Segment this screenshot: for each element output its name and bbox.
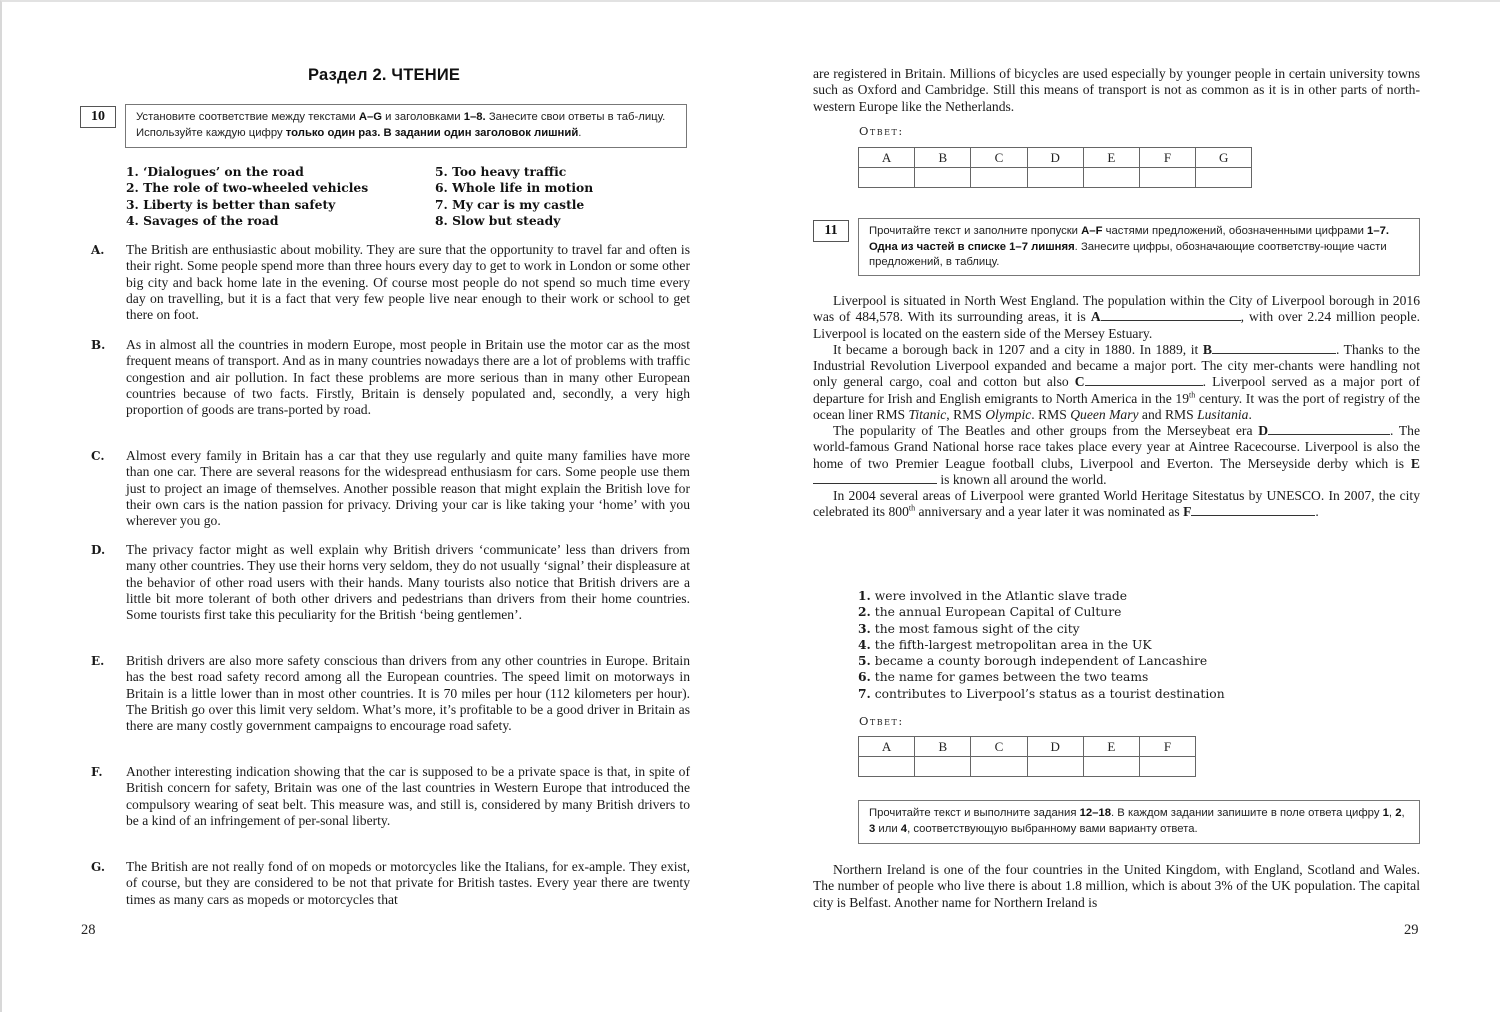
instruction-bold: 4	[900, 822, 908, 835]
answer-cell-d[interactable]	[1027, 757, 1083, 777]
liverpool-text	[813, 293, 1420, 521]
text-segment: anniversary and a year later it was nominated as	[915, 504, 1184, 520]
paragraph	[813, 488, 1420, 521]
gap-label-c: C	[1074, 374, 1085, 390]
text-body: The privacy factor might as well explain why British drivers ‘communicate’ less than drivers from many other countries. They use their horns very seldom, they do not usually ‘signal’ their displeasure at the behavior of other road users with their hands. Many tourists also notice that British drivers are a little bit more tolerant of both other drivers and pedestrians than drivers from their home countries. Some tourists first take this peculiarity for the British ‘being gentlemen’.	[126, 542, 690, 622]
instruction-text: . В каждом задании запишите в поле ответа цифру	[1111, 807, 1383, 819]
option-number: 6.	[858, 669, 871, 685]
instruction-text: частями предложений, обозначенными цифрами	[1102, 225, 1368, 237]
gap-blank-a[interactable]	[1101, 309, 1241, 321]
answer-table-input-row	[859, 757, 1196, 777]
option-item	[858, 686, 1225, 702]
gap-label-e: E	[1410, 455, 1420, 471]
northern-ireland-text	[813, 862, 1420, 911]
option-text: were involved in the Atlantic slave trade	[874, 589, 1128, 603]
option-text: became a county borough independent of Lancashire	[874, 654, 1208, 668]
option-item	[858, 669, 1225, 685]
answer-cell-e[interactable]	[1083, 757, 1139, 777]
instruction-text: и заголовками	[382, 111, 464, 123]
superscript: th	[1189, 389, 1196, 399]
ship-name: Lusitania	[1197, 406, 1249, 422]
task-number-11: 11	[813, 220, 849, 242]
answer-cell-a[interactable]	[859, 168, 915, 188]
sentence-parts-list	[858, 588, 1225, 702]
text-segment: century. It was the port of registry of the ocean liner RMS	[813, 390, 1420, 422]
option-item	[858, 637, 1225, 653]
answer-table-header-row	[859, 737, 1196, 757]
gap-label-d: D	[1258, 423, 1269, 438]
answer-cell-a[interactable]	[859, 757, 915, 777]
task-number-10: 10	[80, 106, 116, 128]
answer-table-input-row	[859, 168, 1252, 188]
instruction-text: Установите соответствие между текстами	[136, 111, 359, 123]
text-letter: F.	[91, 765, 103, 779]
text-segment: is known all around the world.	[937, 471, 1107, 487]
instruction-bold: 1–8.	[463, 111, 486, 123]
answer-label-1: Ответ:	[859, 124, 904, 138]
answer-cell-f[interactable]	[1139, 757, 1195, 777]
instruction-text: Занесите свои ответы в таб-лицу. Используйте каждую цифру	[136, 111, 666, 139]
text-segment: . The world-famous Grand National horse race takes place every year at Aintree Racecourse. Liverpool is also the home of two Premier League football clubs, Liverpool and Everton. The Merseyside derby which is	[813, 423, 1420, 471]
heading-item: 2. The role of two-wheeled vehicles	[126, 180, 369, 196]
instruction-text: Прочитайте текст и заполните пропуски	[869, 225, 1082, 237]
text-segment: .	[1248, 406, 1252, 422]
gap-blank-b[interactable]	[1212, 342, 1336, 354]
paragraph	[813, 293, 1420, 342]
page-number-right: 29	[1404, 922, 1419, 938]
text-segment: .	[1315, 504, 1319, 520]
paragraph: Northern Ireland is one of the four countries in the United Kingdom, with England, Scotland and Wales. The number of people who live there is about 1.8 million, which is about 3% of the UK population. The capital city is Belfast. Another name for Northern Ireland is	[813, 862, 1420, 910]
heading-item: 5. Too heavy traffic	[435, 164, 567, 179]
text-segment: The popularity of The Beatles and other groups from the Merseybeat era	[833, 423, 1259, 438]
heading-item: 1. ‘Dialogues’ on the road	[126, 164, 304, 179]
option-number: 3.	[858, 620, 871, 636]
instruction-text: ,	[1388, 807, 1396, 819]
answer-header: D	[1027, 148, 1083, 168]
ship-name: Olympic	[985, 406, 1032, 422]
answer-cell-b[interactable]	[915, 757, 971, 777]
option-item	[858, 653, 1225, 669]
gap-blank-f[interactable]	[1191, 504, 1315, 516]
answer-header: E	[1083, 148, 1139, 168]
ship-name: Titanic	[908, 406, 947, 422]
text-body: The British are not really fond of on mopeds or motorcycles like the Italians, for ex-ample. They exist, of course, but they are considered to be not that private for British tastes. Every year there are twenty times as many cars as mopeds or motorcycles that	[126, 859, 690, 907]
option-text: the most famous sight of the city	[874, 621, 1080, 636]
heading-item: 7. My car is my castle	[435, 196, 585, 212]
page-number-left: 28	[81, 922, 96, 938]
answer-cell-c[interactable]	[971, 168, 1027, 188]
text-letter: E.	[91, 654, 105, 668]
instruction-bold: 3	[869, 822, 876, 835]
continuation-body: are registered in Britain. Millions of bicycles are used especially by younger people in certain university towns such as Oxford and Cambridge. Still this means of transport is not as common as it is in other parts of north-western Europe like the Netherlands.	[813, 66, 1420, 114]
text-segment: , RMS	[946, 406, 986, 422]
gap-blank-e[interactable]	[813, 472, 937, 484]
option-number: 5.	[858, 653, 871, 668]
answer-header: A	[859, 148, 915, 168]
answer-cell-e[interactable]	[1083, 168, 1139, 188]
instruction-text: , соответствующую выбранному вами варианту ответа.	[907, 822, 1198, 835]
answer-table-11	[858, 736, 1196, 777]
gap-label-f: F	[1183, 504, 1192, 520]
answer-cell-f[interactable]	[1139, 168, 1195, 188]
text-body: As in almost all the countries in modern Europe, most people in Britain use the motor car as the most frequent means of transport. And as in many countries nowadays there are a lot of problems with traffic congestion and air pollution. In fact these problems are more serious than in many other European countries because of two facts. Firstly, Britain is densely populated and, secondly, a very high proportion of goods are trans-ported by road.	[126, 337, 690, 417]
instruction-bold: 1–7. Одна из частей в списке 1–7 лишняя	[869, 225, 1390, 253]
instruction-text: .	[578, 126, 582, 139]
text-c	[88, 448, 690, 529]
text-a	[88, 242, 690, 323]
text-segment: . Thanks to the Industrial Revolution Liverpool expanded and became a major port. The city mer-chants were handling not only general cargo, coal and cotton but also	[813, 341, 1421, 390]
option-number: 2.	[858, 604, 871, 620]
text-g	[88, 859, 690, 908]
text-b	[88, 337, 690, 418]
paragraph	[813, 423, 1420, 488]
answer-table-header-row	[859, 148, 1252, 168]
answer-cell-d[interactable]	[1027, 168, 1083, 188]
answer-header: D	[1027, 737, 1083, 757]
paragraph	[813, 342, 1420, 423]
answer-label-2: Ответ:	[859, 714, 904, 728]
option-number: 1.	[858, 588, 871, 603]
gap-blank-c[interactable]	[1085, 374, 1203, 386]
instruction-bold: только один раз. В задании один заголовок лишний	[285, 126, 579, 139]
text-f	[88, 764, 690, 829]
option-text: the annual European Capital of Culture	[874, 605, 1122, 620]
answer-table-10	[858, 147, 1252, 188]
text-segment: Liverpool is situated in North West England. The population within the City of Liverpool borough in 2016 was of 484,578. With its surrounding areas, it is	[813, 293, 1420, 325]
ship-name: Queen Mary	[1070, 406, 1139, 422]
text-body: Almost every family in Britain has a car that they use regularly and quite many families have more than one car. There are several reasons for the widespread enthusiasm for cars. Some people use them just to project an image of themselves. Another possible reason that might explain the British love for their own cars is the nation passion for privacy. Driving your car is like taking your ‘home’ with you wherever you go.	[126, 448, 690, 528]
answer-cell-b[interactable]	[915, 168, 971, 188]
instruction-bold: A–G	[358, 111, 383, 123]
gap-label-a: A	[1090, 309, 1101, 325]
gap-label-b: B	[1202, 341, 1212, 357]
text-body: Another interesting indication showing that the car is supposed to be a private space is that, in spite of British concern for safety, Britain was one of the last countries in Western Europe that introduced the compulsory wearing of seat belt. This measure was, and still is, considered by many British drivers to be a kind of an infringement of per-sonal liberty.	[126, 764, 690, 828]
text-letter: G.	[91, 860, 105, 874]
instruction-bold: A–F	[1081, 225, 1103, 237]
option-text: the name for games between the two teams	[874, 670, 1149, 685]
instruction-text: . Занесите цифры, обозначающие соответству-ющие части предложений, в таблицу.	[869, 240, 1387, 268]
option-item	[858, 621, 1225, 637]
heading-item: 4. Savages of the road	[126, 212, 279, 228]
instruction-text: или	[875, 822, 901, 835]
answer-header: E	[1083, 737, 1139, 757]
text-segment: , with over 2.24 million people. Liverpool is located on the eastern side of the Mersey Estuary.	[813, 309, 1420, 341]
option-item	[858, 604, 1225, 620]
text-letter: A.	[91, 243, 105, 257]
superscript: th	[908, 503, 916, 513]
text-letter: D.	[91, 543, 106, 557]
instruction-bold: 2	[1395, 807, 1402, 819]
answer-header: B	[915, 737, 971, 757]
heading-item: 3. Liberty is better than safety	[126, 196, 336, 212]
text-body: British drivers are also more safety conscious than drivers from any other countries in Europe. Britain has the best road safety record among all the European countries. The speed limit on motorways in Britain is a little lower than in most other countries. It is 70 miles per hour (112 kilometers per hour). The British go over this limit very seldom. What’s more, it’s profitable to be a good driver in Britain as there are many costly government campaigns to encourage road safety.	[126, 653, 690, 733]
text-segment: . Liverpool served as a major port of departure for Irish and English emigrants to North America in the 19	[813, 374, 1420, 406]
text-letter: C.	[91, 449, 105, 463]
answer-cell-g[interactable]	[1196, 168, 1252, 188]
text-segment: and RMS	[1138, 406, 1198, 422]
option-text: contributes to Liverpool’s status as a tourist destination	[874, 686, 1225, 701]
answer-header: C	[971, 148, 1027, 168]
heading-item: 6. Whole life in motion	[435, 180, 594, 196]
text-segment: It became a borough back in 1207 and a city in 1880. In 1889, it	[833, 341, 1203, 357]
answer-header: A	[859, 737, 915, 757]
text-segment: . RMS	[1031, 406, 1071, 422]
option-number: 4.	[858, 636, 871, 652]
task-10-instruction	[125, 104, 687, 148]
text-body: The British are enthusiastic about mobility. They are sure that the opportunity to travel far and often is their right. Some people spend more than three hours every day to get to work in London or some other big city and back home late in the evening. Of course most people do not spend so much time every day on travelling, but it is a fact that very few people live near enough to their work or school to get there on foot.	[126, 242, 690, 322]
answer-header: F	[1139, 737, 1195, 757]
text-letter: B.	[91, 338, 106, 352]
heading-item: 8. Slow but steady	[435, 212, 561, 228]
task-11-instruction	[858, 218, 1420, 276]
instruction-bold: 1	[1382, 807, 1389, 819]
option-text: the fifth-largest metropolitan area in the UK	[874, 637, 1152, 652]
gap-blank-d[interactable]	[1268, 423, 1390, 435]
instruction-bold: 12–18	[1079, 807, 1111, 819]
option-number: 7.	[858, 685, 871, 701]
option-item	[858, 588, 1225, 604]
instruction-text: ,	[1401, 807, 1405, 819]
continuation-text	[813, 66, 1420, 115]
text-e	[88, 653, 690, 734]
answer-header: B	[915, 148, 971, 168]
answer-header: G	[1196, 148, 1252, 168]
answer-header: F	[1139, 148, 1195, 168]
answer-header: C	[971, 737, 1027, 757]
instruction-text: Прочитайте текст и выполните задания	[869, 807, 1080, 819]
task-12-18-instruction	[858, 800, 1420, 844]
text-segment: In 2004 several areas of Liverpool were granted World Heritage Sitestatus by UNESCO. In 2007, the city celebrated its 800	[813, 488, 1420, 520]
answer-cell-c[interactable]	[971, 757, 1027, 777]
text-d	[88, 542, 690, 623]
section-title: Раздел 2. ЧТЕНИЕ	[308, 66, 461, 84]
